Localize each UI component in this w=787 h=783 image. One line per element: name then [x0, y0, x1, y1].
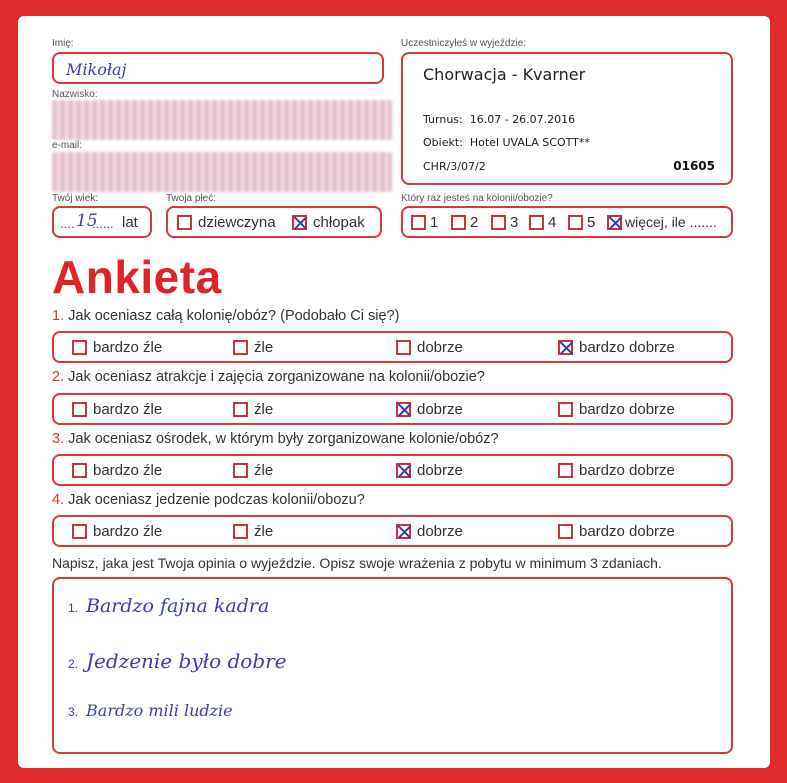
trip-label: Uczestniczyłeś w wyjeździe:	[401, 38, 527, 49]
q1-bardzo-dobrze-checkbox[interactable]	[558, 340, 573, 355]
surname-label: Nazwisko:	[52, 89, 98, 100]
times-option-4[interactable]	[529, 208, 556, 236]
question-1-num: 1.	[52, 308, 65, 324]
question-3-label: Jak oceniasz ośrodek, w którym były zorganizowane kolonie/obóz?	[68, 431, 499, 447]
q4-option-bardzo-dobrze[interactable]	[558, 517, 675, 545]
times-label: Który raz jesteś na kolonii/obozie?	[401, 193, 553, 204]
opinion-1-text: Bardzo fajna kadra	[86, 595, 270, 617]
q1-bardzo-zle-checkbox[interactable]	[72, 340, 87, 355]
opinion-prompt: Napisz, jaka jest Twoja opinia o wyjeździe. Opisz swoje wrażenia z pobytu w minimum 3 zdaniach.	[52, 555, 662, 571]
gender-field	[166, 206, 382, 238]
gender-boy-checkbox[interactable]	[292, 215, 307, 230]
times-option-2[interactable]	[451, 208, 478, 236]
q4-dobrze-label: dobrze	[417, 522, 463, 540]
times-1-label: 1	[430, 213, 439, 231]
times-5-label: 5	[587, 213, 596, 231]
opinion-line-2	[68, 649, 287, 673]
q3-option-bardzo-zle[interactable]	[72, 456, 162, 484]
email-label: e-mail:	[52, 140, 83, 151]
turnus-value: 16.07 - 26.07.2016	[469, 113, 576, 126]
q4-zle-checkbox[interactable]	[233, 524, 248, 539]
email-redacted	[52, 152, 392, 192]
times-4-checkbox[interactable]	[529, 215, 544, 230]
times-option-1[interactable]	[411, 208, 438, 236]
times-1-checkbox[interactable]	[411, 215, 426, 230]
q1-bardzo-zle-label: bardzo źle	[93, 338, 163, 356]
q2-dobrze-label: dobrze	[417, 400, 463, 418]
q3-dobrze-checkbox[interactable]	[396, 463, 411, 478]
trip-obiekt	[423, 136, 590, 149]
question-1-options	[52, 331, 733, 363]
obiekt-value: Hotel UVALA SCOTT**	[469, 136, 590, 149]
name-value: Mikołaj	[66, 60, 127, 79]
q2-bardzo-zle-checkbox[interactable]	[72, 402, 87, 417]
gender-label: Twoja płeć:	[166, 193, 217, 204]
q3-zle-label: źle	[254, 461, 274, 479]
opinion-3-num: 3.	[68, 705, 79, 719]
q3-zle-checkbox[interactable]	[233, 463, 248, 478]
opinion-3-text: Bardzo mili ludzie	[86, 701, 233, 720]
q1-option-bardzo-zle[interactable]	[72, 333, 162, 361]
gender-boy-label: chłopak	[313, 213, 365, 231]
gender-girl-checkbox[interactable]	[177, 215, 192, 230]
q4-zle-label: źle	[254, 522, 274, 540]
times-2-label: 2	[470, 213, 479, 231]
age-unit: lat	[122, 214, 138, 231]
q3-option-dobrze[interactable]	[396, 456, 463, 484]
gender-girl-label: dziewczyna	[198, 213, 276, 231]
q4-bardzo-zle-checkbox[interactable]	[72, 524, 87, 539]
question-3-options	[52, 454, 733, 486]
q2-dobrze-checkbox[interactable]	[396, 402, 411, 417]
age-value: 15	[76, 211, 98, 231]
q2-bardzo-zle-label: bardzo źle	[93, 400, 163, 418]
q1-zle-checkbox[interactable]	[233, 340, 248, 355]
q1-option-zle[interactable]	[233, 333, 273, 361]
trip-info-box	[401, 52, 733, 185]
q2-bardzo-dobrze-checkbox[interactable]	[558, 402, 573, 417]
survey-page	[18, 16, 770, 768]
question-1-label: Jak oceniasz całą kolonię/obóz? (Podobało Ci się?)	[68, 308, 400, 324]
question-4-text	[52, 492, 365, 508]
q1-bardzo-dobrze-label: bardzo dobrze	[579, 338, 675, 356]
question-2-num: 2.	[52, 369, 65, 385]
times-more-label: więcej, ile .......	[625, 214, 717, 230]
name-field[interactable]	[52, 52, 384, 84]
q4-option-zle[interactable]	[233, 517, 273, 545]
age-label: Twój wiek:	[52, 193, 99, 204]
q2-option-dobrze[interactable]	[396, 395, 463, 423]
q2-zle-label: źle	[254, 400, 274, 418]
question-2-label: Jak oceniasz atrakcje i zajęcia zorganizowane na kolonii/obozie?	[68, 369, 485, 385]
q4-dobrze-checkbox[interactable]	[396, 524, 411, 539]
q2-option-bardzo-zle[interactable]	[72, 395, 162, 423]
q2-option-bardzo-dobrze[interactable]	[558, 395, 675, 423]
times-more-checkbox[interactable]	[607, 215, 622, 230]
opinion-2-text: Jedzenie było dobre	[86, 649, 287, 673]
name-label: Imię:	[52, 38, 74, 49]
question-1-text	[52, 308, 399, 324]
q4-bardzo-dobrze-checkbox[interactable]	[558, 524, 573, 539]
q4-bardzo-dobrze-label: bardzo dobrze	[579, 522, 675, 540]
q3-dobrze-label: dobrze	[417, 461, 463, 479]
turnus-label: Turnus:	[423, 113, 463, 126]
q1-dobrze-checkbox[interactable]	[396, 340, 411, 355]
q2-zle-checkbox[interactable]	[233, 402, 248, 417]
q4-option-bardzo-zle[interactable]	[72, 517, 162, 545]
age-field[interactable]	[52, 206, 152, 238]
q2-option-zle[interactable]	[233, 395, 273, 423]
q1-dobrze-label: dobrze	[417, 338, 463, 356]
trip-destination: Chorwacja - Kvarner	[423, 65, 586, 84]
trip-code: CHR/3/07/2	[423, 160, 486, 173]
q3-bardzo-zle-checkbox[interactable]	[72, 463, 87, 478]
times-5-checkbox[interactable]	[568, 215, 583, 230]
q3-option-bardzo-dobrze[interactable]	[558, 456, 675, 484]
q2-bardzo-dobrze-label: bardzo dobrze	[579, 400, 675, 418]
times-3-checkbox[interactable]	[491, 215, 506, 230]
survey-title: Ankieta	[52, 251, 222, 303]
opinion-textarea[interactable]	[52, 577, 733, 754]
question-2-text	[52, 369, 485, 385]
times-4-label: 4	[548, 213, 557, 231]
q3-option-zle[interactable]	[233, 456, 273, 484]
surname-redacted	[52, 100, 392, 140]
times-option-3[interactable]	[491, 208, 518, 236]
trip-turnus	[423, 113, 575, 126]
q1-zle-label: źle	[254, 338, 274, 356]
q4-bardzo-zle-label: bardzo źle	[93, 522, 163, 540]
q1-option-dobrze[interactable]	[396, 333, 463, 361]
opinion-line-3	[68, 701, 233, 720]
gender-option-boy[interactable]	[292, 208, 365, 236]
question-3-text	[52, 431, 499, 447]
question-3-num: 3.	[52, 431, 65, 447]
gender-option-girl[interactable]	[177, 208, 276, 236]
question-4-label: Jak oceniasz jedzenie podczas kolonii/obozu?	[68, 492, 365, 508]
opinion-line-1	[68, 595, 269, 617]
times-3-label: 3	[510, 213, 519, 231]
q3-bardzo-zle-label: bardzo źle	[93, 461, 163, 479]
question-4-options	[52, 515, 733, 547]
trip-number: 01605	[673, 159, 715, 173]
times-2-checkbox[interactable]	[451, 215, 466, 230]
q3-bardzo-dobrze-label: bardzo dobrze	[579, 461, 675, 479]
obiekt-label: Obiekt:	[423, 136, 463, 149]
age-dots-after: ......	[92, 216, 114, 231]
times-option-5[interactable]	[568, 208, 595, 236]
q3-bardzo-dobrze-checkbox[interactable]	[558, 463, 573, 478]
q1-option-bardzo-dobrze[interactable]	[558, 333, 675, 361]
age-dots-before: ....	[60, 216, 75, 231]
times-field	[401, 206, 733, 238]
opinion-1-num: 1.	[68, 601, 79, 615]
question-4-num: 4.	[52, 492, 65, 508]
q4-option-dobrze[interactable]	[396, 517, 463, 545]
question-2-options	[52, 393, 733, 425]
times-option-more[interactable]	[607, 208, 717, 236]
opinion-2-num: 2.	[68, 657, 79, 671]
